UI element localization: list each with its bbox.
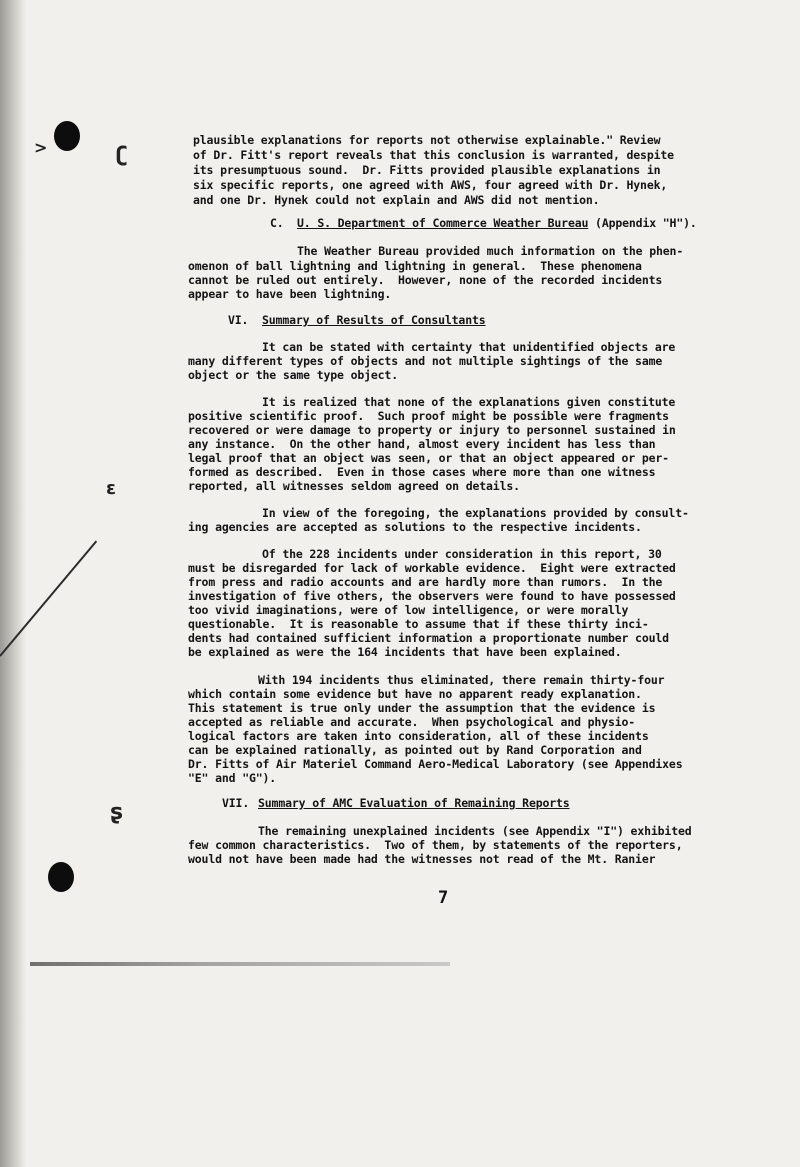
text-line: any instance. On the other hand, almost every incident has less than [188,437,656,451]
text-line: It can be stated with certainty that unidentified objects are [262,340,676,354]
section-vi-label: VI. [228,313,249,327]
text-line: "E" and "G"). [188,771,277,785]
text-line: many different types of objects and not multiple sightings of the same [188,354,663,368]
text-line: In view of the foregoing, the explanations provided by consult- [262,506,689,520]
text-line: too vivid imaginations, were of low intelligence, or were morally [188,603,629,617]
text-line: It is realized that none of the explanations given constitute [262,395,676,409]
section-c-label: C. [270,216,284,230]
section-c-heading: U. S. Department of Commerce Weather Bureau (Appendix "H"). [297,216,697,230]
text-line: The remaining unexplained incidents (see Appendix "I") exhibited [258,824,692,838]
text-line: which contain some evidence but have no apparent ready explanation. [188,687,642,701]
text-line: reported, all witnesses seldom agreed on details. [188,479,520,493]
text-line: logical factors are taken into consideration, all of these incidents [188,729,649,743]
text-line: The Weather Bureau provided much information on the phen- [297,244,684,258]
text-line: can be explained rationally, as pointed out by Rand Corporation and [188,743,642,757]
text-line: With 194 incidents thus eliminated, there remain thirty-four [258,673,665,687]
text-line: of Dr. Fitt's report reveals that this conclusion is warranted, despite [193,148,674,162]
text-line: dents had contained sufficient information a proportionate number could [188,631,669,645]
text-line: Dr. Fitts of Air Materiel Command Aero-Medical Laboratory (see Appendixes [188,757,683,771]
text-line: be explained as were the 164 incidents that have been explained. [188,645,622,659]
margin-scribble-mark: ɛ [106,478,117,499]
section-vii-heading: Summary of AMC Evaluation of Remaining Reports [258,796,570,810]
text-line: plausible explanations for reports not otherwise explainable." Review [193,133,661,147]
text-line: six specific reports, one agreed with AWS, four agreed with Dr. Hynek, [193,178,668,192]
text-line: and one Dr. Hynek could not explain and AWS did not mention. [193,193,600,207]
page-number: 7 [438,888,449,908]
text-line: must be disregarded for lack of workable evidence. Eight were extracted [188,561,676,575]
text-line: few common characteristics. Two of them, by statements of the reporters, [188,838,683,852]
text-line: ing agencies are accepted as solutions to the respective incidents. [188,520,642,534]
scan-left-edge [0,0,26,1167]
text-line: This statement is true only under the assumption that the evidence is [188,701,656,715]
text-line: object or the same type object. [188,368,398,382]
text-line: recovered or were damage to property or injury to personnel sustained in [188,423,676,437]
text-line: investigation of five others, the observers were found to have possessed [188,589,676,603]
punch-hole-bottom [48,862,74,892]
text-line: would not have been made had the witnesses not read of the Mt. Ranier [188,852,656,866]
text-line: appear to have been lightning. [188,287,392,301]
scan-bottom-line [30,962,450,966]
text-line: Of the 228 incidents under consideration in this report, 30 [262,547,662,561]
margin-arrow-mark: > [34,138,48,157]
text-line: omenon of ball lightning and lightning in general. These phenomena [188,259,642,273]
margin-bracket-mark: ʗ [116,142,128,166]
text-line: cannot be ruled out entirely. However, none of the recorded incidents [188,273,663,287]
punch-hole-top [54,121,80,151]
text-line: positive scientific proof. Such proof might be possible were fragments [188,409,669,423]
text-line: its presumptuous sound. Dr. Fitts provided plausible explanations in [193,163,661,177]
text-line: formed as described. Even in those cases where more than one witness [188,465,656,479]
text-line: from press and radio accounts and are hardly more than rumors. In the [188,575,663,589]
section-vii-label: VII. [222,796,250,810]
margin-stamp-mark: ʂ [110,800,124,825]
text-line: accepted as reliable and accurate. When psychological and physio- [188,715,636,729]
text-line: questionable. It is reasonable to assume that if these thirty inci- [188,617,649,631]
section-vi-heading: Summary of Results of Consultants [262,313,486,327]
text-line: legal proof that an object was seen, or that an object appeared or per- [188,451,669,465]
